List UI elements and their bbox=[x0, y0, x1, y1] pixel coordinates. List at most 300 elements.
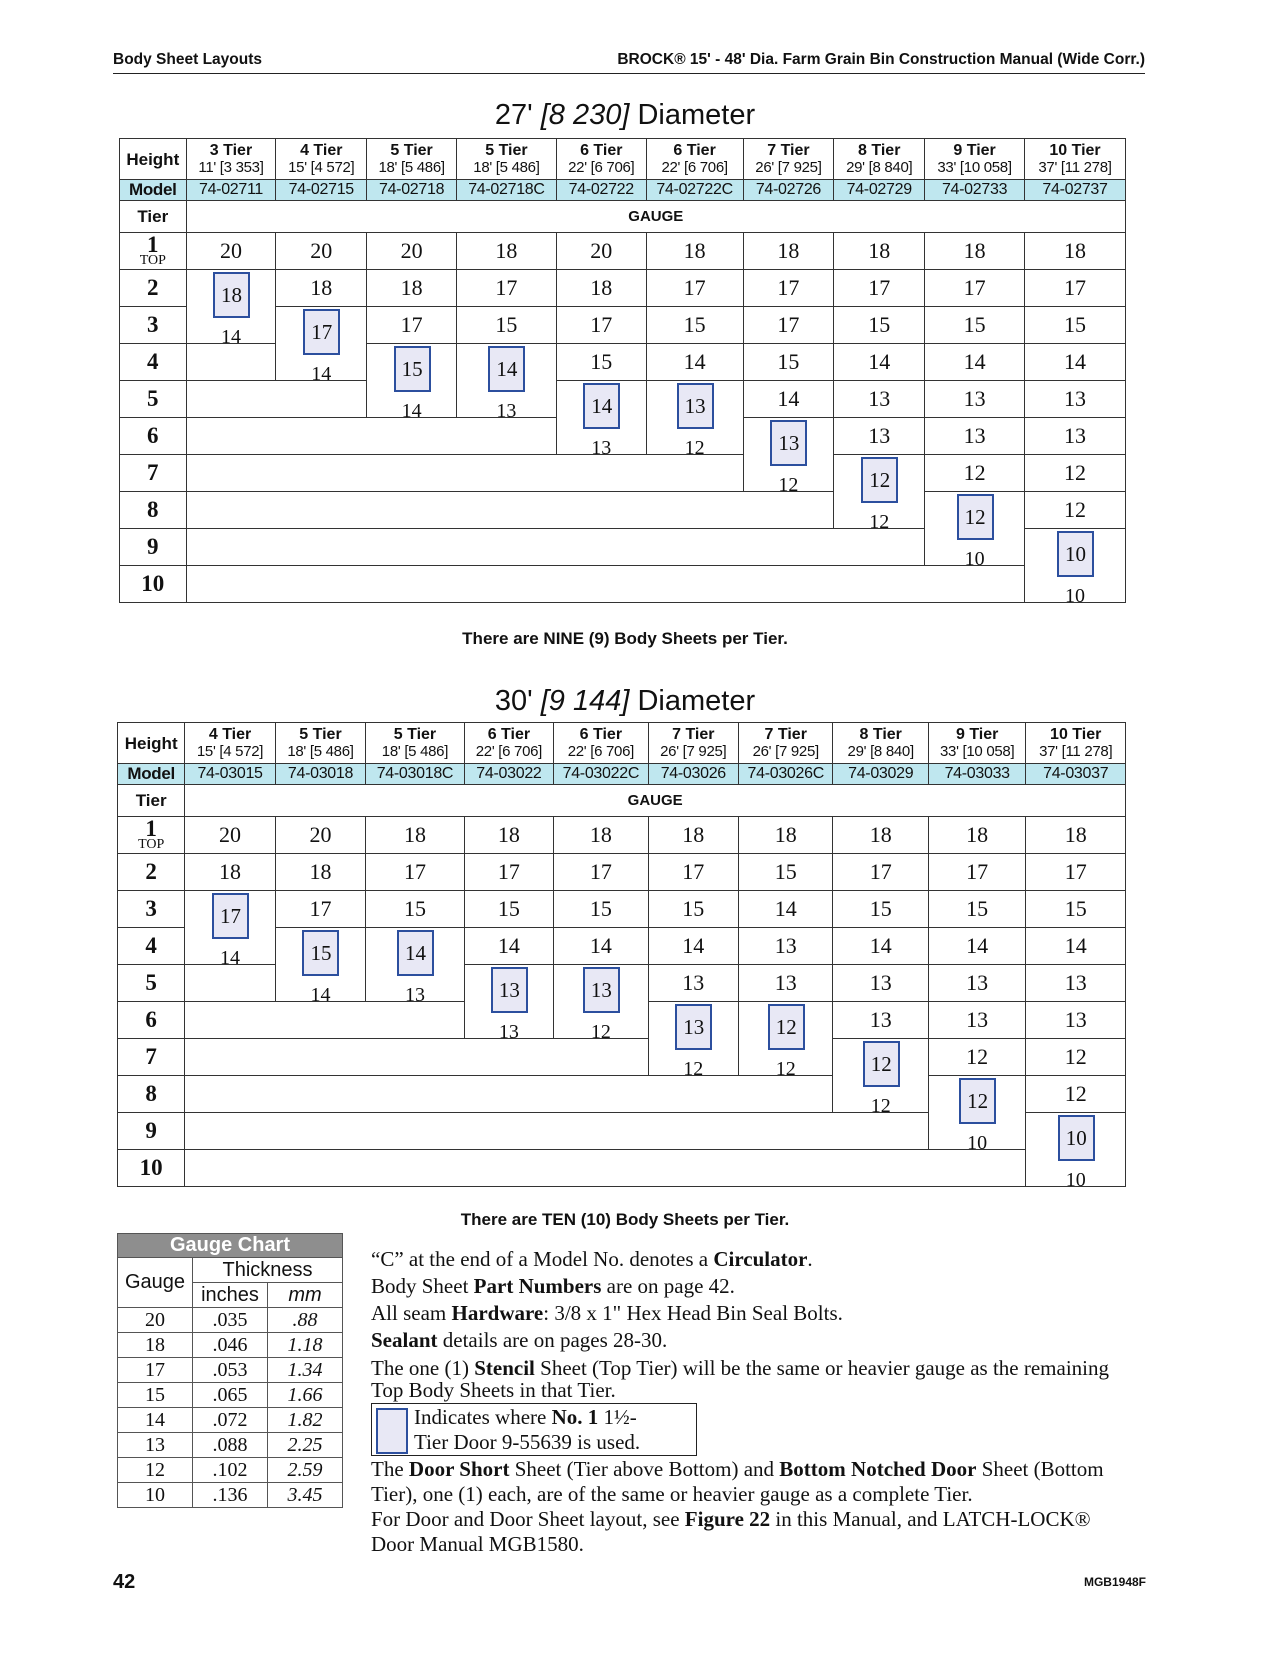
tier-number: 4 bbox=[118, 928, 185, 965]
gauge-cell: 13 bbox=[834, 381, 925, 418]
column-header bbox=[834, 139, 925, 180]
gauge-cell: 14 bbox=[648, 928, 738, 965]
body-sheet-table-27ft bbox=[119, 138, 1126, 607]
gauge-cell: 15 bbox=[646, 307, 743, 344]
gauge-cell: 13 bbox=[928, 965, 1025, 1002]
bin-height: 18' [5 486] bbox=[378, 159, 445, 176]
gauge-cell: 18 bbox=[834, 233, 925, 270]
bottom-gauge: 12 bbox=[590, 1021, 611, 1043]
gauge-cell: 18 bbox=[366, 817, 464, 854]
tier-number: 10 bbox=[118, 1150, 185, 1187]
note-hardware: All seam Hardware: 3/8 x 1" Hex Head Bin Seal Bolts. bbox=[371, 1301, 843, 1325]
gauge-cell: 17 bbox=[928, 854, 1025, 891]
gauge-cell bbox=[648, 1002, 738, 1039]
door-sheet-marker: 12 bbox=[959, 1078, 996, 1124]
bottom-gauge: 13 bbox=[404, 984, 425, 1006]
gauge-value: 18 bbox=[118, 1333, 193, 1358]
gauge-cell: 12 bbox=[1026, 1039, 1126, 1076]
tier-number: 3 bbox=[120, 307, 187, 344]
tier-number: 8 bbox=[120, 492, 187, 529]
bottom-gauge: 12 bbox=[778, 474, 799, 496]
bottom-gauge: 12 bbox=[775, 1058, 796, 1080]
tier-number: 1 TOP bbox=[120, 233, 187, 270]
column-header bbox=[276, 139, 367, 180]
bottom-gauge: 10 bbox=[1065, 585, 1085, 607]
gauge-cell: 17 bbox=[275, 891, 365, 928]
column-header bbox=[743, 139, 834, 180]
gauge-cell: 17 bbox=[554, 854, 648, 891]
gauge-cell: 20 bbox=[556, 233, 646, 270]
gauge-cell bbox=[556, 381, 646, 418]
inches-value: .053 bbox=[193, 1358, 268, 1383]
tier-number: 5 bbox=[120, 381, 187, 418]
model-number: 74-02726 bbox=[743, 180, 834, 201]
tier-count: 5 Tier bbox=[485, 142, 528, 159]
gauge-cell: 14 bbox=[1025, 344, 1126, 381]
gauge-cell: 12 bbox=[1025, 455, 1126, 492]
gauge-cell: 17 bbox=[925, 270, 1025, 307]
tier-number: 3 bbox=[118, 891, 185, 928]
model-number: 74-02733 bbox=[925, 180, 1025, 201]
gauge-cell: 15 bbox=[834, 307, 925, 344]
tier-count: 5 Tier bbox=[393, 726, 437, 743]
tier-count: 9 Tier bbox=[953, 142, 996, 159]
bin-height: 33' [10 058] bbox=[937, 159, 1012, 176]
note-door-sheets: The Door Short Sheet (Tier above Bottom) and Bottom Notched Door Sheet (Bottom Tier), one (1) each, are of the same or heavier gauge as a complete Tier. bbox=[371, 1457, 1104, 1506]
bin-height: 18' [5 486] bbox=[287, 743, 354, 760]
mm-value: 1.18 bbox=[268, 1333, 343, 1358]
gauge-value: 12 bbox=[118, 1458, 193, 1483]
column-header bbox=[648, 723, 738, 764]
tier-count: 8 Tier bbox=[859, 726, 902, 743]
height-label: Height bbox=[118, 723, 185, 764]
bottom-gauge: 13 bbox=[591, 437, 612, 459]
tier-number: 6 bbox=[118, 1002, 185, 1039]
gauge-cell bbox=[834, 455, 925, 492]
gauge-cell: 18 bbox=[739, 817, 833, 854]
gauge-cell: 15 bbox=[554, 891, 648, 928]
mm-value: 1.34 bbox=[268, 1358, 343, 1383]
gauge-cell: 18 bbox=[833, 817, 928, 854]
gauge-cell: 15 bbox=[925, 307, 1025, 344]
inches-value: .088 bbox=[193, 1433, 268, 1458]
gauge-cell: 14 bbox=[834, 344, 925, 381]
mm-value: 1.66 bbox=[268, 1383, 343, 1408]
door-sheet-marker: 14 bbox=[397, 930, 434, 976]
gauge-cell: 15 bbox=[1026, 891, 1126, 928]
empty-cell bbox=[185, 1113, 929, 1150]
tier-count: 7 Tier bbox=[767, 142, 810, 159]
door-sheet-marker: 14 bbox=[488, 346, 525, 392]
empty-cell bbox=[185, 1039, 648, 1076]
gauge-cell: 13 bbox=[739, 928, 833, 965]
mm-value: 2.59 bbox=[268, 1458, 343, 1483]
gauge-value: 10 bbox=[118, 1483, 193, 1508]
note-sealant: Sealant details are on pages 28-30. bbox=[371, 1328, 668, 1352]
gauge-cell bbox=[928, 1076, 1025, 1113]
gauge-cell: 17 bbox=[833, 854, 928, 891]
door-sheet-marker: 13 bbox=[677, 383, 714, 429]
model-number: 74-03015 bbox=[185, 764, 275, 785]
bin-height: 15' [4 572] bbox=[288, 159, 355, 176]
gauge-value: 14 bbox=[118, 1408, 193, 1433]
empty-cell bbox=[185, 965, 275, 1002]
gauge-cell: 20 bbox=[185, 817, 275, 854]
top-label: TOP bbox=[139, 253, 166, 268]
gauge-cell: 17 bbox=[646, 270, 743, 307]
tier-count: 8 Tier bbox=[858, 142, 901, 159]
empty-cell bbox=[186, 381, 367, 418]
model-number: 74-02715 bbox=[276, 180, 367, 201]
top-label: TOP bbox=[138, 837, 165, 852]
inches-value: .065 bbox=[193, 1383, 268, 1408]
bin-height: 15' [4 572] bbox=[196, 743, 264, 760]
bin-height: 18' [5 486] bbox=[381, 743, 449, 760]
gauge-cell: 17 bbox=[834, 270, 925, 307]
gauge-cell: 14 bbox=[925, 344, 1025, 381]
gauge-cell: 13 bbox=[928, 1002, 1025, 1039]
gauge-cell: 17 bbox=[1025, 270, 1126, 307]
tier-count: 4 Tier bbox=[208, 726, 252, 743]
tier-number: 8 bbox=[118, 1076, 185, 1113]
gauge-label: GAUGE bbox=[186, 201, 1125, 233]
gauge-cell bbox=[833, 1039, 928, 1076]
gauge-cell: 17 bbox=[1026, 854, 1126, 891]
gauge-cell: 17 bbox=[464, 854, 553, 891]
bottom-gauge: 12 bbox=[869, 511, 890, 533]
bin-height: 37' [11 278] bbox=[1038, 159, 1112, 176]
gauge-cell bbox=[186, 270, 276, 307]
tier-count: 5 Tier bbox=[390, 142, 433, 159]
empty-cell bbox=[186, 492, 834, 529]
gauge-cell bbox=[366, 928, 464, 965]
inches-value: .136 bbox=[193, 1483, 268, 1508]
tier-count: 7 Tier bbox=[672, 726, 715, 743]
gauge-cell: 20 bbox=[367, 233, 457, 270]
door-sheet-marker: 18 bbox=[213, 272, 250, 318]
gauge-cell: 15 bbox=[556, 344, 646, 381]
door-legend bbox=[371, 1403, 697, 1456]
gauge-cell: 15 bbox=[464, 891, 553, 928]
empty-cell bbox=[186, 344, 276, 381]
tier-number: 9 bbox=[118, 1113, 185, 1150]
gauge-cell: 14 bbox=[743, 381, 834, 418]
gauge-cell: 15 bbox=[456, 307, 556, 344]
inches-value: .102 bbox=[193, 1458, 268, 1483]
door-sheet-marker: 12 bbox=[863, 1041, 900, 1087]
tier-number: 7 bbox=[118, 1039, 185, 1076]
tier-number: 6 bbox=[120, 418, 187, 455]
gauge-cell bbox=[739, 1002, 833, 1039]
bin-height: 29' [8 840] bbox=[846, 159, 913, 176]
inches-value: .046 bbox=[193, 1333, 268, 1358]
mm-value: 1.82 bbox=[268, 1408, 343, 1433]
gauge-cell: 13 bbox=[648, 965, 738, 1002]
gauge-cell: 18 bbox=[928, 817, 1025, 854]
gauge-cell: 17 bbox=[456, 270, 556, 307]
gauge-cell: 13 bbox=[1026, 1002, 1126, 1039]
gauge-value: 13 bbox=[118, 1433, 193, 1458]
document-code: MGB1948F bbox=[1083, 1575, 1146, 1589]
inches-header: inches bbox=[193, 1283, 268, 1308]
gauge-cell: 15 bbox=[739, 854, 833, 891]
gauge-cell bbox=[743, 418, 834, 455]
bottom-gauge: 14 bbox=[401, 400, 422, 422]
tier-number: 7 bbox=[120, 455, 187, 492]
gauge-cell: 18 bbox=[743, 233, 834, 270]
bottom-gauge: 12 bbox=[870, 1095, 891, 1117]
door-sheet-marker: 17 bbox=[212, 893, 249, 939]
door-legend-text: Indicates where No. 1 1½- Tier Door 9-55639 is used. bbox=[414, 1405, 641, 1454]
gauge-cell: 18 bbox=[1026, 817, 1126, 854]
gauge-cell: 18 bbox=[925, 233, 1025, 270]
gauge-cell bbox=[185, 891, 275, 928]
gauge-cell bbox=[367, 344, 457, 381]
table2-caption: There are TEN (10) Body Sheets per Tier. bbox=[460, 1210, 790, 1229]
gauge-cell: 13 bbox=[1026, 965, 1126, 1002]
column-header bbox=[367, 139, 457, 180]
tier-count: 7 Tier bbox=[764, 726, 807, 743]
model-number: 74-03037 bbox=[1026, 764, 1126, 785]
gauge-cell: 17 bbox=[743, 270, 834, 307]
model-number: 74-03033 bbox=[928, 764, 1025, 785]
gauge-cell: 14 bbox=[833, 928, 928, 965]
tier-label: Tier bbox=[118, 785, 185, 817]
model-number: 74-02718 bbox=[367, 180, 457, 201]
gauge-cell: 15 bbox=[928, 891, 1025, 928]
gauge-cell: 14 bbox=[928, 928, 1025, 965]
bin-height: 22' [6 706] bbox=[661, 159, 728, 176]
tier-count: 9 Tier bbox=[955, 726, 999, 743]
gauge-cell: 18 bbox=[554, 817, 648, 854]
tier-number: 9 bbox=[120, 529, 187, 566]
door-sheet-marker: 12 bbox=[957, 494, 994, 540]
page-header bbox=[113, 51, 1145, 74]
column-header bbox=[646, 139, 743, 180]
bin-height: 26' [7 925] bbox=[660, 743, 727, 760]
empty-cell bbox=[186, 418, 556, 455]
gauge-cell: 18 bbox=[456, 233, 556, 270]
bottom-gauge: 13 bbox=[498, 1021, 519, 1043]
door-sheet-marker: 10 bbox=[1058, 1115, 1095, 1161]
door-sheet-marker: 17 bbox=[303, 309, 340, 355]
column-header bbox=[1026, 723, 1126, 764]
tier-count: 3 Tier bbox=[209, 142, 253, 159]
gauge-cell: 14 bbox=[1026, 928, 1126, 965]
door-sheet-marker: 13 bbox=[491, 967, 528, 1013]
mm-value: .88 bbox=[268, 1308, 343, 1333]
page-number: 42 bbox=[113, 1571, 136, 1593]
tier-number: 4 bbox=[120, 344, 187, 381]
tier-count: 6 Tier bbox=[580, 142, 623, 159]
empty-cell bbox=[185, 1150, 1026, 1187]
inches-value: .035 bbox=[193, 1308, 268, 1333]
gauge-value: 15 bbox=[118, 1383, 193, 1408]
bottom-gauge: 14 bbox=[310, 984, 331, 1006]
model-number: 74-02737 bbox=[1025, 180, 1126, 201]
door-sheet-marker: 13 bbox=[675, 1004, 712, 1050]
gauge-cell: 17 bbox=[743, 307, 834, 344]
column-header bbox=[366, 723, 464, 764]
tier-count: 6 Tier bbox=[579, 726, 623, 743]
gauge-cell: 15 bbox=[743, 344, 834, 381]
column-header bbox=[275, 723, 365, 764]
model-number: 74-03022C bbox=[554, 764, 648, 785]
bin-height: 29' [8 840] bbox=[847, 743, 914, 760]
column-header bbox=[456, 139, 556, 180]
gauge-cell: 13 bbox=[739, 965, 833, 1002]
gauge-cell bbox=[554, 965, 648, 1002]
gauge-cell bbox=[464, 965, 553, 1002]
model-number: 74-02722C bbox=[646, 180, 743, 201]
tier-number: 2 bbox=[118, 854, 185, 891]
gauge-cell: 20 bbox=[276, 233, 367, 270]
table1-caption: There are NINE (9) Body Sheets per Tier. bbox=[462, 629, 788, 648]
model-number: 74-03022 bbox=[464, 764, 553, 785]
manual-title: BROCK® 15' - 48' Dia. Farm Grain Bin Construction Manual (Wide Corr.) bbox=[617, 51, 1145, 68]
tier-count: 6 Tier bbox=[487, 726, 531, 743]
bottom-gauge: 10 bbox=[1065, 1169, 1086, 1191]
gauge-cell: 12 bbox=[1025, 492, 1126, 529]
gauge-cell: 18 bbox=[556, 270, 646, 307]
model-number: 74-02729 bbox=[834, 180, 925, 201]
bottom-gauge: 12 bbox=[683, 1058, 704, 1080]
bottom-gauge: 14 bbox=[311, 363, 332, 385]
tier-label: Tier bbox=[120, 201, 187, 233]
gauge-cell: 14 bbox=[554, 928, 648, 965]
gauge-cell: 14 bbox=[464, 928, 553, 965]
column-header bbox=[925, 139, 1025, 180]
gauge-label: GAUGE bbox=[185, 785, 1126, 817]
empty-cell bbox=[186, 455, 743, 492]
section-title: Body Sheet Layouts bbox=[113, 51, 262, 68]
door-sheet-marker: 10 bbox=[1057, 531, 1094, 577]
column-header bbox=[739, 723, 833, 764]
model-label: Model bbox=[120, 180, 187, 201]
gauge-chart-title: Gauge Chart bbox=[118, 1234, 343, 1258]
model-number: 74-02718C bbox=[456, 180, 556, 201]
door-sheet-marker: 12 bbox=[861, 457, 898, 503]
gauge-cell: 18 bbox=[464, 817, 553, 854]
gauge-cell: 17 bbox=[556, 307, 646, 344]
bottom-gauge: 10 bbox=[967, 1132, 988, 1154]
door-sheet-marker: 14 bbox=[583, 383, 620, 429]
empty-cell bbox=[186, 566, 1024, 603]
body-sheet-table-30ft bbox=[117, 722, 1126, 1191]
door-sheet-marker: 15 bbox=[302, 930, 339, 976]
model-number: 74-03026C bbox=[739, 764, 833, 785]
tier-number: 5 bbox=[118, 965, 185, 1002]
note-stencil: The one (1) Stencil Sheet (Top Tier) will be the same or heavier gauge as the remaining Top Body Sheets in that Tier. bbox=[371, 1356, 1110, 1402]
gauge-cell: 20 bbox=[186, 233, 276, 270]
bottom-gauge: 14 bbox=[220, 326, 241, 348]
inches-value: .072 bbox=[193, 1408, 268, 1433]
gauge-cell bbox=[925, 492, 1025, 529]
gauge-cell bbox=[1026, 1113, 1126, 1150]
gauge-value: 17 bbox=[118, 1358, 193, 1383]
gauge-cell: 18 bbox=[646, 233, 743, 270]
table2-title: 30' [9 144] Diameter bbox=[494, 685, 756, 717]
tier-count: 10 Tier bbox=[1049, 142, 1101, 159]
bottom-gauge: 13 bbox=[496, 400, 517, 422]
gauge-cell bbox=[276, 307, 367, 344]
gauge-cell: 17 bbox=[366, 854, 464, 891]
empty-cell bbox=[185, 1076, 833, 1113]
gauge-cell bbox=[646, 381, 743, 418]
column-header bbox=[186, 139, 276, 180]
bottom-gauge: 12 bbox=[684, 437, 705, 459]
bottom-gauge: 10 bbox=[964, 548, 985, 570]
table1-title: 27' [8 230] Diameter bbox=[494, 99, 756, 131]
model-number: 74-03018 bbox=[275, 764, 365, 785]
gauge-cell: 13 bbox=[925, 418, 1025, 455]
gauge-cell: 12 bbox=[928, 1039, 1025, 1076]
model-number: 74-02711 bbox=[186, 180, 276, 201]
gauge-cell: 13 bbox=[1025, 418, 1126, 455]
thickness-header: Thickness bbox=[193, 1258, 343, 1283]
tier-count: 5 Tier bbox=[299, 726, 342, 743]
note-part-numbers: Body Sheet Part Numbers are on page 42. bbox=[371, 1274, 735, 1298]
column-header bbox=[1025, 139, 1126, 180]
door-sheet-marker: 12 bbox=[768, 1004, 805, 1050]
gauge-cell: 20 bbox=[275, 817, 365, 854]
tier-count: 10 Tier bbox=[1050, 726, 1102, 743]
bottom-gauge: 14 bbox=[220, 947, 241, 969]
gauge-cell: 12 bbox=[925, 455, 1025, 492]
column-header bbox=[928, 723, 1025, 764]
gauge-cell: 15 bbox=[833, 891, 928, 928]
bin-height: 11' [3 353] bbox=[198, 159, 264, 176]
column-header bbox=[556, 139, 646, 180]
gauge-cell: 15 bbox=[648, 891, 738, 928]
gauge-cell: 18 bbox=[648, 817, 738, 854]
notes bbox=[371, 1246, 1131, 1557]
tier-number: 2 bbox=[120, 270, 187, 307]
door-sheet-marker: 15 bbox=[394, 346, 431, 392]
gauge-cell: 18 bbox=[1025, 233, 1126, 270]
gauge-cell: 17 bbox=[648, 854, 738, 891]
gauge-cell: 13 bbox=[833, 965, 928, 1002]
model-label: Model bbox=[118, 764, 185, 785]
mm-header: mm bbox=[268, 1283, 343, 1308]
bin-height: 26' [7 925] bbox=[755, 159, 822, 176]
gauge-cell: 13 bbox=[925, 381, 1025, 418]
gauge-value: 20 bbox=[118, 1308, 193, 1333]
tier-number: 1 TOP bbox=[118, 817, 185, 854]
gauge-cell bbox=[1025, 529, 1126, 566]
column-header bbox=[464, 723, 553, 764]
mm-value: 2.25 bbox=[268, 1433, 343, 1458]
bin-height: 37' [11 278] bbox=[1039, 743, 1113, 760]
bin-height: 22' [6 706] bbox=[567, 743, 634, 760]
model-number: 74-03018C bbox=[366, 764, 464, 785]
note-door-layout: For Door and Door Sheet layout, see Figure 22 in this Manual, and LATCH-LOCK® Door Manual MGB1580. bbox=[371, 1507, 1091, 1556]
tier-count: 4 Tier bbox=[300, 142, 343, 159]
empty-cell bbox=[186, 529, 925, 566]
column-header bbox=[554, 723, 648, 764]
model-number: 74-03029 bbox=[833, 764, 928, 785]
door-swatch bbox=[376, 1408, 408, 1454]
gauge-cell: 13 bbox=[834, 418, 925, 455]
gauge-cell: 15 bbox=[1025, 307, 1126, 344]
door-sheet-marker: 13 bbox=[583, 967, 620, 1013]
gauge-header: Gauge bbox=[118, 1258, 193, 1308]
mm-value: 3.45 bbox=[268, 1483, 343, 1508]
door-sheet-marker: 13 bbox=[770, 420, 807, 466]
model-number: 74-03026 bbox=[648, 764, 738, 785]
gauge-cell: 15 bbox=[366, 891, 464, 928]
tier-count: 6 Tier bbox=[673, 142, 716, 159]
